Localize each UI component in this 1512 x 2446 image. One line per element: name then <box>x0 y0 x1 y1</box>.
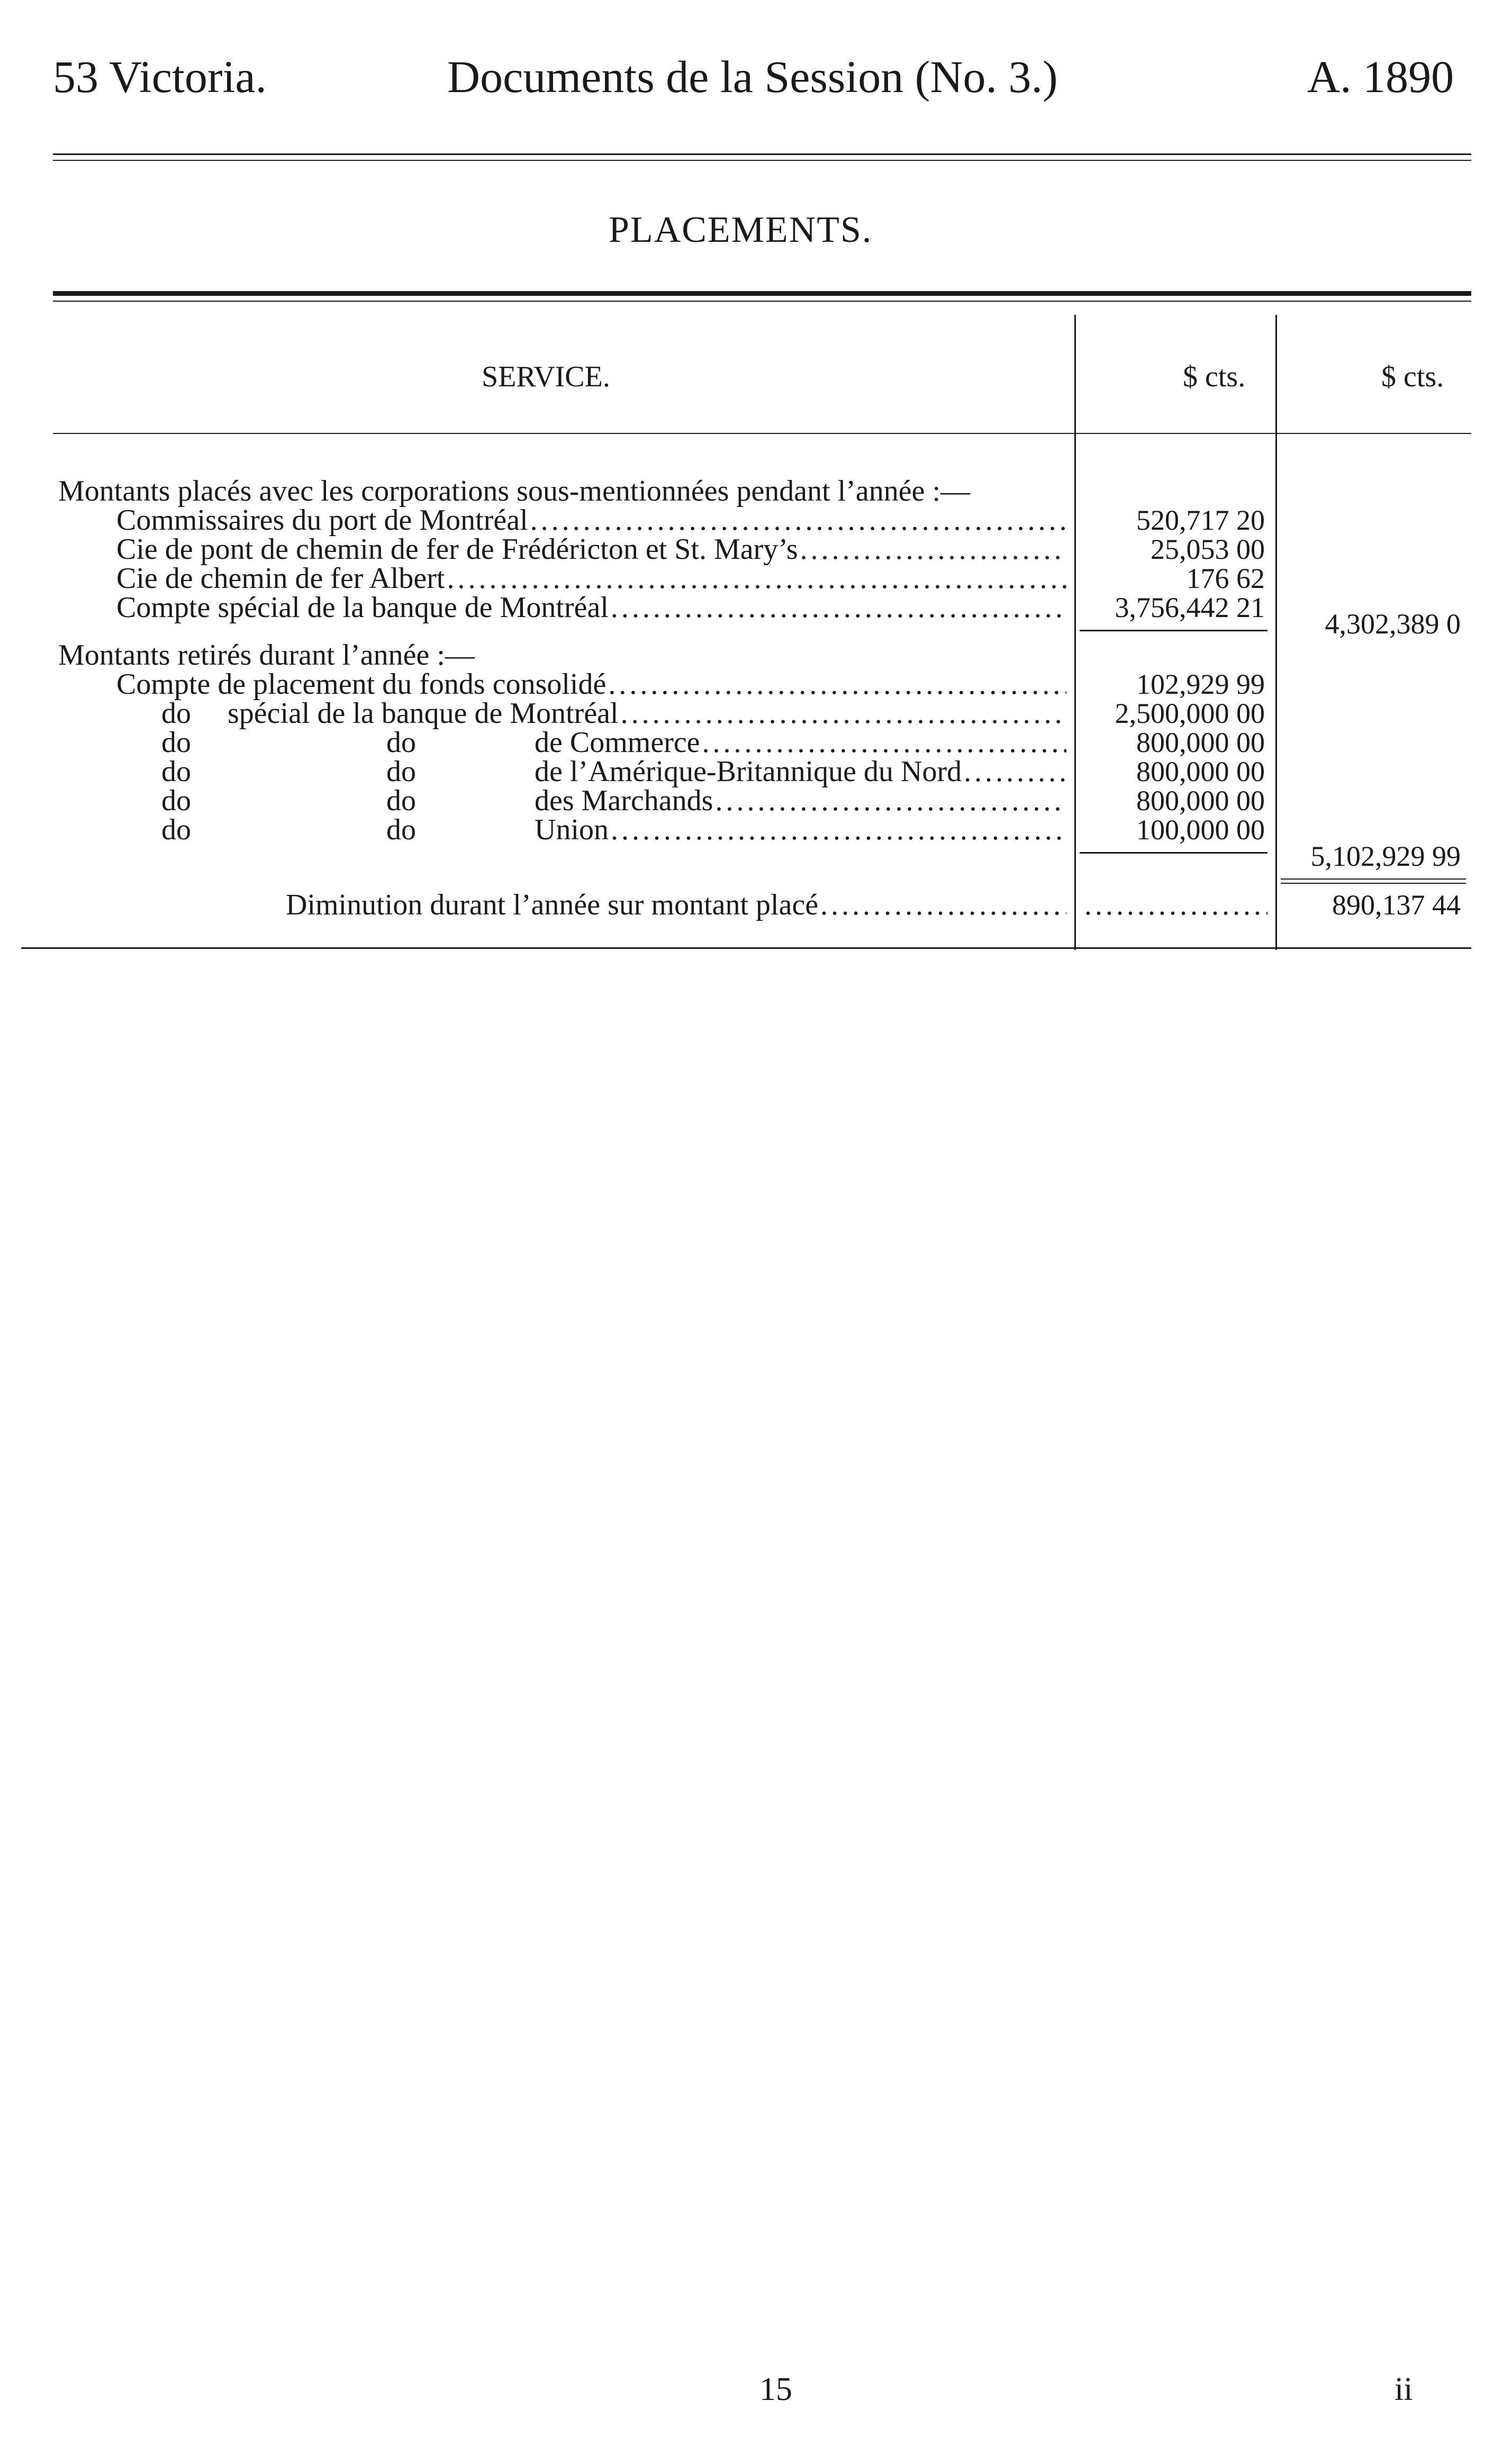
withdrawn-row-ditto: do <box>161 813 191 846</box>
decrease-rule-upper <box>1281 878 1466 880</box>
withdrawn-subtotal-rule <box>1080 852 1267 854</box>
withdrawn-row-amount: 800,000 00 <box>1136 727 1265 758</box>
decrease-amount: 890,137 44 <box>1332 889 1461 921</box>
column-header-service: SERVICE. <box>482 360 610 393</box>
withdrawn-section-heading: Montants retirés durant l’année :— <box>58 639 475 672</box>
withdrawn-row-ditto: do <box>161 755 191 788</box>
header-year: A. 1890 <box>1307 51 1454 102</box>
withdrawn-row-ditto: do <box>386 726 416 759</box>
withdrawn-row-label: Union ..... <box>535 815 1066 845</box>
placed-row-label: Compte spécial de la banque de Montréal ..... <box>116 593 1066 622</box>
withdrawn-row-amount: 800,000 00 <box>1136 785 1265 817</box>
withdrawn-total: 5,102,929 99 <box>1310 840 1461 872</box>
table-bottom-rule <box>21 947 1471 949</box>
placed-row-amount: 25,053 00 <box>1151 533 1265 565</box>
title-rule-thin <box>53 301 1471 302</box>
column-divider-1 <box>1074 315 1076 950</box>
withdrawn-row-ditto: do <box>161 784 191 817</box>
decrease-rule-lower <box>1281 883 1466 884</box>
placed-row-label: Cie de pont de chemin de fer de Frédéricton et St. Mary’s ..... <box>116 535 1066 564</box>
withdrawn-row-label: de l’Amérique-Britannique du Nord ..... <box>535 757 1066 786</box>
column-header-rule <box>53 433 1471 434</box>
withdrawn-row-label: spécial de la banque de Montréal ..... <box>228 699 1066 728</box>
withdrawn-row-ditto: do <box>386 813 416 846</box>
title-rule-thick <box>53 291 1471 296</box>
column-divider-2 <box>1275 315 1277 950</box>
withdrawn-row-label: de Commerce ..... <box>535 728 1066 757</box>
placed-row-label: Commissaires du port de Montréal ..... <box>116 505 1066 535</box>
withdrawn-row-amount: 800,000 00 <box>1136 756 1265 787</box>
placed-section-heading: Montants placés avec les corporations sous-mentionnées pendant l’année :— <box>58 475 971 508</box>
header-rule-bottom <box>53 160 1471 161</box>
placed-total: 4,302,389 0 <box>1325 608 1461 640</box>
decrease-leader-dots <box>1082 890 1267 920</box>
withdrawn-row-amount: 100,000 00 <box>1136 814 1265 846</box>
withdrawn-row-label: Compte de placement du fonds consolidé ..... <box>116 669 1066 699</box>
footer-mark: ii <box>1395 2371 1413 2407</box>
withdrawn-row-ditto: do <box>161 726 191 759</box>
withdrawn-row-label: des Marchands ..... <box>535 786 1066 816</box>
withdrawn-row-ditto: do <box>386 755 416 788</box>
withdrawn-row-ditto: do <box>386 784 416 817</box>
placed-subtotal-rule <box>1080 630 1267 631</box>
placed-row-label: Cie de chemin de fer Albert ..... <box>116 564 1066 593</box>
placed-row-amount: 520,717 20 <box>1136 504 1265 536</box>
withdrawn-row-amount: 2,500,000 00 <box>1115 697 1265 729</box>
placed-row-amount: 176 62 <box>1186 563 1265 594</box>
header-session-left: 53 Victoria. <box>53 51 267 102</box>
withdrawn-row-amount: 102,929 99 <box>1136 668 1265 700</box>
column-header-amount: $ cts. <box>1183 360 1246 393</box>
column-header-total: $ cts. <box>1381 360 1444 393</box>
header-document-title: Documents de la Session (No. 3.) <box>447 51 1058 102</box>
withdrawn-row-ditto: do <box>161 697 191 730</box>
page-title: PLACEMENTS. <box>609 210 873 250</box>
header-rule-top <box>53 153 1471 155</box>
page-number: 15 <box>759 2371 792 2407</box>
placed-row-amount: 3,756,442 21 <box>1115 592 1265 623</box>
decrease-label: Diminution durant l’année sur montant placé ..... <box>286 890 1066 920</box>
